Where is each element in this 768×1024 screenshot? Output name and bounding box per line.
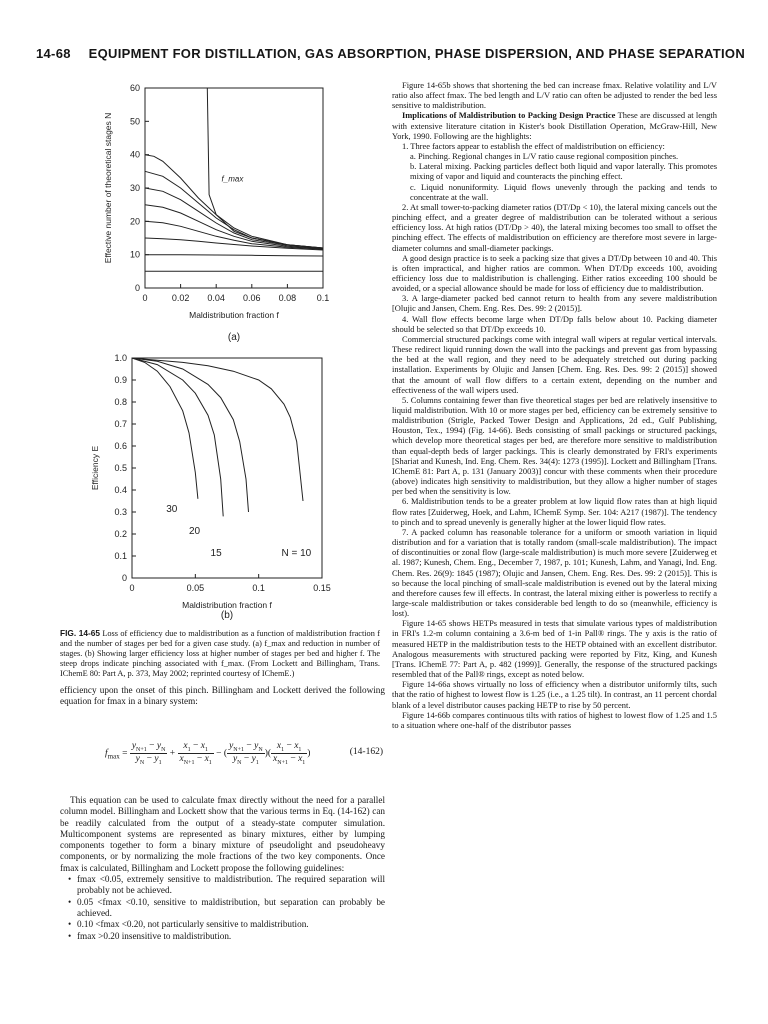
series-label: 30: [166, 504, 178, 515]
series-line: [145, 205, 323, 249]
series-label: N = 10: [281, 548, 312, 559]
chart-a: [70, 78, 370, 348]
x-axis-label: Maldistribution fraction f: [182, 600, 272, 610]
figure-14-65b: [70, 348, 370, 628]
right-para: 2. At small tower-to-packing diameter ratios (DT/Dp < 10), the lateral mixing cancels out the pinching effect, and a greater degree of maldistribution can be tolerated without a serious efficiency loss. At high ratios (DT/Dp > 40), the lateral mixing becomes too small to offset the pinching effect. The effects of maldistribution on efficiency are therefore most severe in large-diameter columns and small-diameter packings.: [392, 201, 717, 253]
y-tick-label: 0.2: [114, 529, 127, 539]
x-tick-label: 0.1: [316, 293, 330, 303]
guideline-item: • 0.05 <fmax <0.10, sensitive to maldistribution, but separation can probably be achieved.: [68, 897, 385, 920]
y-tick-label: 20: [129, 216, 140, 227]
panel-label-b: (b): [220, 610, 234, 621]
y-tick-label: 50: [129, 116, 140, 127]
series-line: [132, 358, 249, 512]
plot-frame: [132, 358, 322, 578]
equation-body: $f_{max}$ = $\frac{y_{N+1} - y_N}{y_N - y_1}$ + $\frac{x_1 - x_1}{x_{N+1} - x_1}$ − ( $\frac{y_{N+1} - y_N}{y_N - y_1}$ )( $\frac{x_1 - x_1}{x_{N+1} - x_1}$ ): [105, 741, 311, 766]
y-tick-label: 1.0: [114, 353, 127, 363]
figure-caption: [60, 628, 380, 679]
guideline-item: • fmax <0.05, extremely sensitive to maldistribution. The required separation will probably not be achieved.: [68, 874, 385, 897]
right-column: [392, 80, 717, 730]
x-tick-label: 0.15: [313, 583, 331, 593]
right-para: Commercial structured packings come with integral wall wipers at regular vertical intervals. These redirect liquid running down the wall into the packings and prevent gas from bypassing the bed at the wall region, and they need to be adequately stretched out during packing installation. Experiments by Olujic and Jansen [Chem. Eng. Res. Des. 99: 2 (2015)] showed that the amount of wall flow differs to a certain extent, depending on the number and effectiveness of the wall wipers used.: [392, 333, 717, 395]
right-para: 3. A large-diameter packed bed cannot return to health from any severe maldistribution [Olujic and Jansen, Chem. Eng. Res. Des. 99: 2 (2015)].: [392, 293, 717, 314]
y-tick-label: 0.6: [114, 441, 127, 451]
y-tick-label: 0.5: [114, 463, 127, 473]
y-tick-label: 10: [129, 249, 140, 260]
x-tick-label: 0.1: [252, 583, 265, 593]
y-axis-label: Efficiency E: [90, 445, 100, 491]
right-para: Figure 14-66b compares continuous tilts with ratios of highest to lowest flow of 1.25 and 1.5 to a situation where one-half of the distributor passes: [392, 709, 717, 730]
series-label: 15: [210, 548, 222, 559]
x-tick-label: 0.08: [278, 293, 297, 303]
caption-text: Loss of efficiency due to maldistribution as a function of maldistribution fraction f and the number of stages per bed for a given case study. (a) f_max and reduction in number of stages. (b) Showing larger efficiency loss at higher number of stages per bed and higher f. The steep drops indicate pinching associated with f_max. (From Lockett and Billingham, Trans. IChemE 80: Part A, p. 373, May 2002; reprinted courtesy of IChemE.): [60, 629, 380, 679]
y-tick-label: 0.4: [114, 485, 127, 495]
y-tick-label: 0: [121, 573, 127, 583]
y-tick-label: 30: [129, 183, 140, 193]
y-tick-label: 40: [129, 149, 140, 160]
section-heading: Implications of Maldistribution to Packing Design Practice: [402, 110, 616, 121]
y-tick-label: 0.8: [114, 397, 127, 407]
equation-number: (14-162): [349, 747, 383, 757]
x-tick-label: 0.05: [186, 583, 205, 593]
right-para: 5. Columns containing fewer than five theoretical stages per bed are relatively insensitive to liquid maldistribution. With 10 or more stages per bed, efficiency can be extremely sensitive to maldistribution (Strigle, Packed Tower Design and Applications, 2d ed., Gulf Publishing, Houston, Tex., 1994) (Fig. 14-66). Beds consisting of small packings or structured packings, which develop more theoretical stages per bed, are therefore more sensitive to maldistribution than equal-depth beds of larger packings. This is clearly demonstrated by FRI's experiments [Shariat and Kunesh, Ind. Eng. Chem. Res. 34(4): 1273 (1995)]. Lockett and Billingham [Trans. IChemE 81: Part A, p. 131 (January 2003)] concur with these comments when their procedure (above) indicates high sensitivity to maldistribution, but they allow a higher number of stages per bed when the sensitivity is low.: [392, 394, 717, 497]
page-number: 14-68: [36, 46, 71, 61]
y-axis-label: Effective number of theoretical stages N: [103, 112, 113, 264]
right-para-heading: [392, 110, 717, 140]
guideline-item: • 0.10 <fmax <0.20, not particularly sensitive to maldistribution.: [68, 919, 385, 930]
equation-14-162: [60, 735, 385, 775]
right-subitem: b. Lateral mixing. Packing particles deflect both liquid and vapor laterally. This promotes mixing of vapor and liquid and counteracts the pinching effect.: [410, 161, 717, 182]
left-para-2-text: This equation can be used to calculate fmax directly without the need for a parallel column model. Billingham and Lockett show that the various terms in Eq. (14-162) can be readily calculated from the output of a steady-state computer simulation. Multicomponent systems are represented as binary mixtures, either by lumping components together to form a binary mixture of pseudolight and pseudoheavy components, or by normalizing the mole fractions of the two key components. Once fmax is calculated, Billingham and Lockett propose the following guidelines:: [60, 795, 385, 873]
right-para: Figure 14-65b shows that shortening the bed can increase fmax. Relative volatility and L/V ratio also affect fmax. The bed length and L/V ratio can often be adjusted to render the bed less sensitive to maldistribution.: [392, 80, 717, 111]
series-line: [132, 358, 223, 516]
caption-label: FIG. 14-65: [60, 628, 100, 638]
right-para: 7. A packed column has reasonable tolerance for a uniform or smooth variation in liquid distribution and for a variation that is totally random (small-scale maldistribution). The impact of discontinuities or zonal flow (large-scale maldistribution) is much more severe [Zuiderweg et al. 1987; Kunesh, Chem. Eng., December 7, 1987, p. 101; Kunesh, Lahm, and Yanagi, Ind. Eng. Chem. Res. 26(9): 1845 (1987); Olujic and Jansen, Chem. Eng. Res. Des. 99: 2 (2015)]. This is so because the local pinching of small-scale maldistribution is evened out by the lateral mixing and therefore causes few ill effects. In contrast, the lateral mixing either is powerless to rectify a large-scale maldistribution or takes considerable bed length to do so (meanwhile, efficiency is lost).: [392, 526, 717, 619]
section-intro: These are discussed at length with extensive literature citation in Kister's book Distillation Operation, McGraw-Hill, New York, 1990. Following are the highlights:: [392, 110, 717, 141]
series-line: [132, 358, 303, 501]
right-para: A good design practice is to seek a packing size that gives a DT/Dp between 10 and 40. This is often impractical, and higher ratios are common. When DT/Dp exceeds 100, avoiding efficiency loss due to maldistribution is challenging. Either ratios exceeding 100 should be avoided, or a special allowance should be made for loss of efficiency due to maldistribution.: [392, 252, 717, 294]
x-axis-label: Maldistribution fraction f: [189, 310, 279, 320]
x-tick-label: 0.02: [171, 293, 190, 303]
left-para-2: [60, 795, 385, 942]
y-tick-label: 0.3: [114, 507, 127, 517]
series-line: [132, 358, 198, 499]
y-tick-label: 0.9: [114, 375, 127, 385]
guideline-item: • fmax >0.20 insensitive to maldistribution.: [68, 931, 385, 942]
y-tick-label: 0.1: [114, 551, 127, 561]
y-tick-label: 0.7: [114, 419, 127, 429]
series-line: [145, 155, 323, 248]
right-para: Figure 14-66a shows virtually no loss of efficiency when a distributor uniformly tilts, such that the ratio of highest to lowest flow is 1.25 (i.e., a 1.25 tilt). In contrast, an 11 percent chordal blank of a level distributor causes packing HETP to rise by 50 percent.: [392, 679, 717, 710]
right-subitem: a. Pinching. Regional changes in L/V ratio cause regional composition pinches.: [410, 151, 679, 162]
guidelines-list: [60, 874, 385, 942]
figure-14-65a: [70, 78, 370, 353]
right-para: 4. Wall flow effects become large when DT/Dp falls below about 10. Packing diameter should be selected so that DT/Dp exceeds 10.: [392, 313, 717, 334]
right-para: Figure 14-65 shows HETPs measured in tests that simulate various types of maldistribution in FRI's 1.2-m column containing a 3.6-m bed of 1-in Pall® rings. The y axis is the ratio of measured HETP in the maldistribution tests to the HETP obtained with an excellent distributor. Analogous measurements with structured packing were reported by Fitz, King, and Kunesh [Trans. IChemE 77: Part A, p. 482 (1999)]. Generally, the response of the structured packings resembled that of the Pall® rings, except as noted below.: [392, 618, 717, 680]
running-header: [36, 46, 746, 66]
y-tick-label: 0: [134, 283, 140, 293]
series-line: [145, 255, 323, 256]
chart-b: [70, 348, 370, 623]
fmax-annotation: f_max: [221, 174, 244, 184]
right-para: 1. Three factors appear to establish the effect of maldistribution on efficiency:: [402, 140, 665, 151]
series-label: 20: [189, 526, 201, 537]
x-tick-label: 0: [142, 293, 148, 303]
right-subitem: c. Liquid nonuniformity. Liquid flows unevenly through the packing and tends to concentrate at the wall.: [410, 181, 717, 202]
left-para-1: efficiency upon the onset of this pinch. Billingham and Lockett derived the following equation for fmax in a binary system:: [60, 685, 385, 707]
x-tick-label: 0: [129, 583, 135, 593]
right-para: 6. Maldistribution tends to be a greater problem at low liquid flow rates than at high liquid flow rates [Zuiderweg, Hoek, and Lahm, IChemE Symp. Ser. 104: A217 (1987)]. The tendency to pinch and to spread unevenly is generally higher at the lower liquid flow rates.: [392, 496, 717, 527]
running-title: EQUIPMENT FOR DISTILLATION, GAS ABSORPTION, PHASE DISPERSION, AND PHASE SEPARATION: [88, 46, 746, 61]
plot-frame: [145, 88, 323, 288]
y-tick-label: 60: [129, 83, 140, 93]
x-tick-label: 0.04: [207, 293, 225, 303]
x-tick-label: 0.06: [243, 293, 261, 303]
panel-label-a: (a): [227, 332, 241, 343]
